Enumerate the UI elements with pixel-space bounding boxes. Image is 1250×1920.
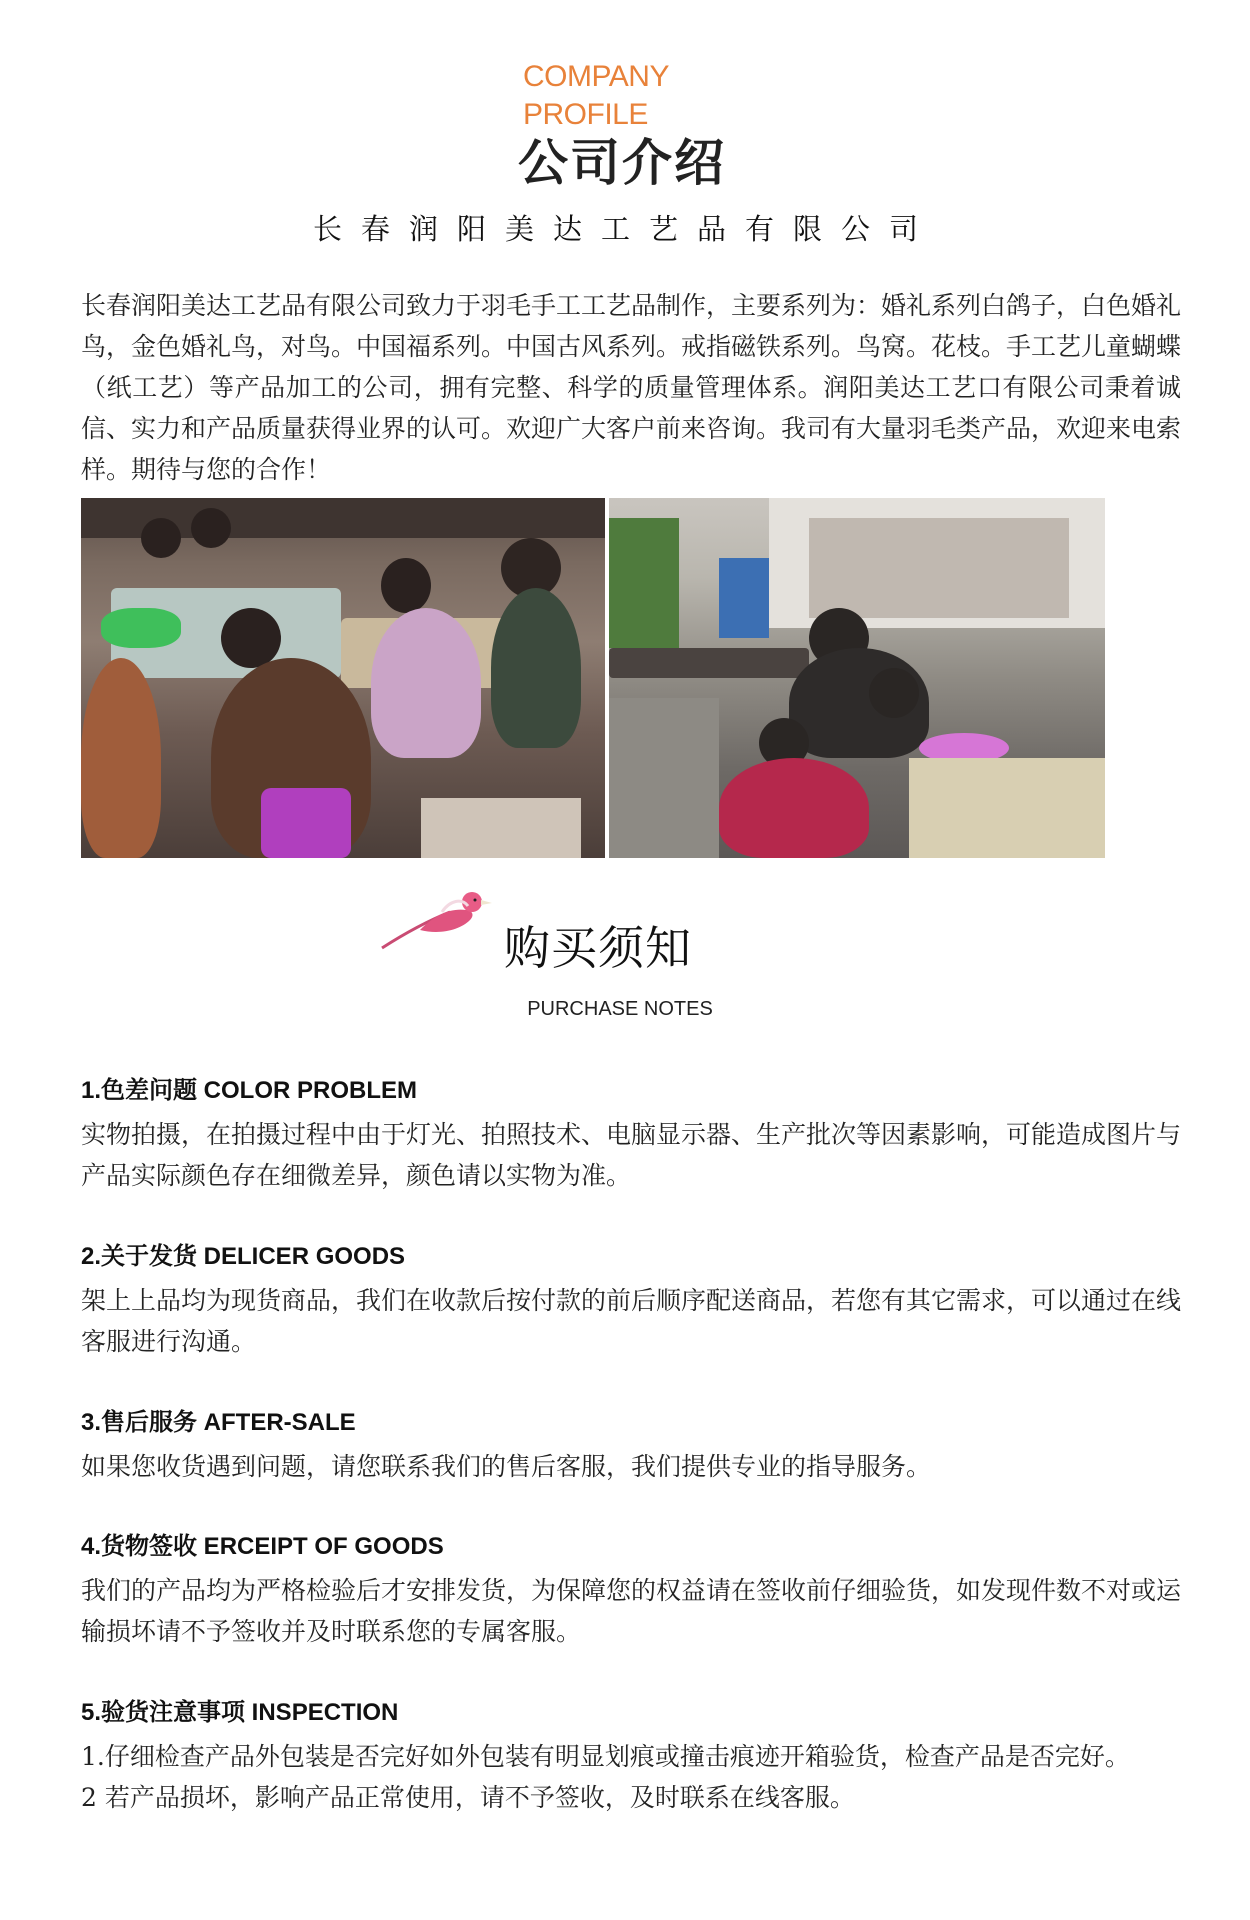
section-body: 实物拍摄，在拍摄过程中由于灯光、拍照技术、电脑显示器、生产批次等因素影响，可能造成图片与产品实际颜色存在细微差异，颜色请以实物为准。	[81, 1120, 1182, 1190]
section-heading: 4.货物签收 ERCEIPT OF GOODS	[81, 1533, 444, 1560]
section-body: 架上上品均为现货商品，我们在收款后按付款的前后顺序配送商品，若您有其它需求，可以通过在线客服进行沟通。	[81, 1286, 1182, 1356]
profile-title-en-line1: COMPANY	[523, 60, 669, 93]
section-after-sale	[81, 1406, 1181, 1487]
section-body: 我们的产品均为严格检验后才安排发货，为保障您的权益请在签收前仔细验货，如发现件数不对或运输损坏请不予签收并及时联系您的专属客服。	[81, 1576, 1182, 1646]
section-receipt-of-goods	[81, 1530, 1181, 1652]
section-heading: 3.售后服务 AFTER-SALE	[81, 1409, 356, 1436]
section-color-problem	[81, 1074, 1181, 1196]
profile-title-cn: 公司介绍	[518, 134, 726, 192]
inspection-item-2: 2 若产品损坏，影响产品正常使用，请不予签收，及时联系在线客服。	[81, 1783, 855, 1812]
bird-icon	[380, 880, 500, 950]
section-body	[81, 1736, 1181, 1818]
section-heading: 2.关于发货 DELICER GOODS	[81, 1243, 406, 1270]
company-intro: 长春润阳美达工艺品有限公司致力于羽毛手工工艺品制作，主要系列为：婚礼系列白鸽子，白色婚礼鸟，金色婚礼鸟，对鸟。中国福系列。中国古风系列。戒指磁铁系列。鸟窝。花枝。手工艺儿童蝴蝶（纸工艺）等产品加工的公司，拥有完整、科学的质量管理体系。润阳美达工艺口有限公司秉着诚信、实力和产品质量获得业界的认可。欢迎广大客户前来咨询。我司有大量羽毛类产品，欢迎来电索样。期待与您的合作！	[81, 291, 1182, 484]
section-heading: 1.色差问题 COLOR PROBLEM	[81, 1077, 418, 1104]
workshop-photo-left	[81, 498, 605, 858]
profile-title-en	[523, 58, 669, 134]
profile-title-en-line2: PROFILE	[523, 98, 648, 131]
purchase-notes-subtitle: PURCHASE NOTES	[527, 998, 713, 1020]
purchase-notes-title: 购买须知	[504, 921, 692, 975]
workshop-photos	[81, 498, 1105, 858]
section-delivery	[81, 1240, 1181, 1362]
section-body: 如果您收货遇到问题，请您联系我们的售后客服，我们提供专业的指导服务。	[81, 1452, 932, 1481]
section-heading: 5.验货注意事项 INSPECTION	[81, 1699, 399, 1726]
workshop-photo-right	[609, 498, 1105, 858]
company-name: 长春润阳美达工艺品有限公司	[312, 212, 937, 246]
section-inspection	[81, 1696, 1181, 1818]
inspection-item-1: 1.仔细检查产品外包装是否完好如外包装有明显划痕或撞击痕迹开箱验货，检查产品是否完好。	[81, 1742, 1130, 1771]
